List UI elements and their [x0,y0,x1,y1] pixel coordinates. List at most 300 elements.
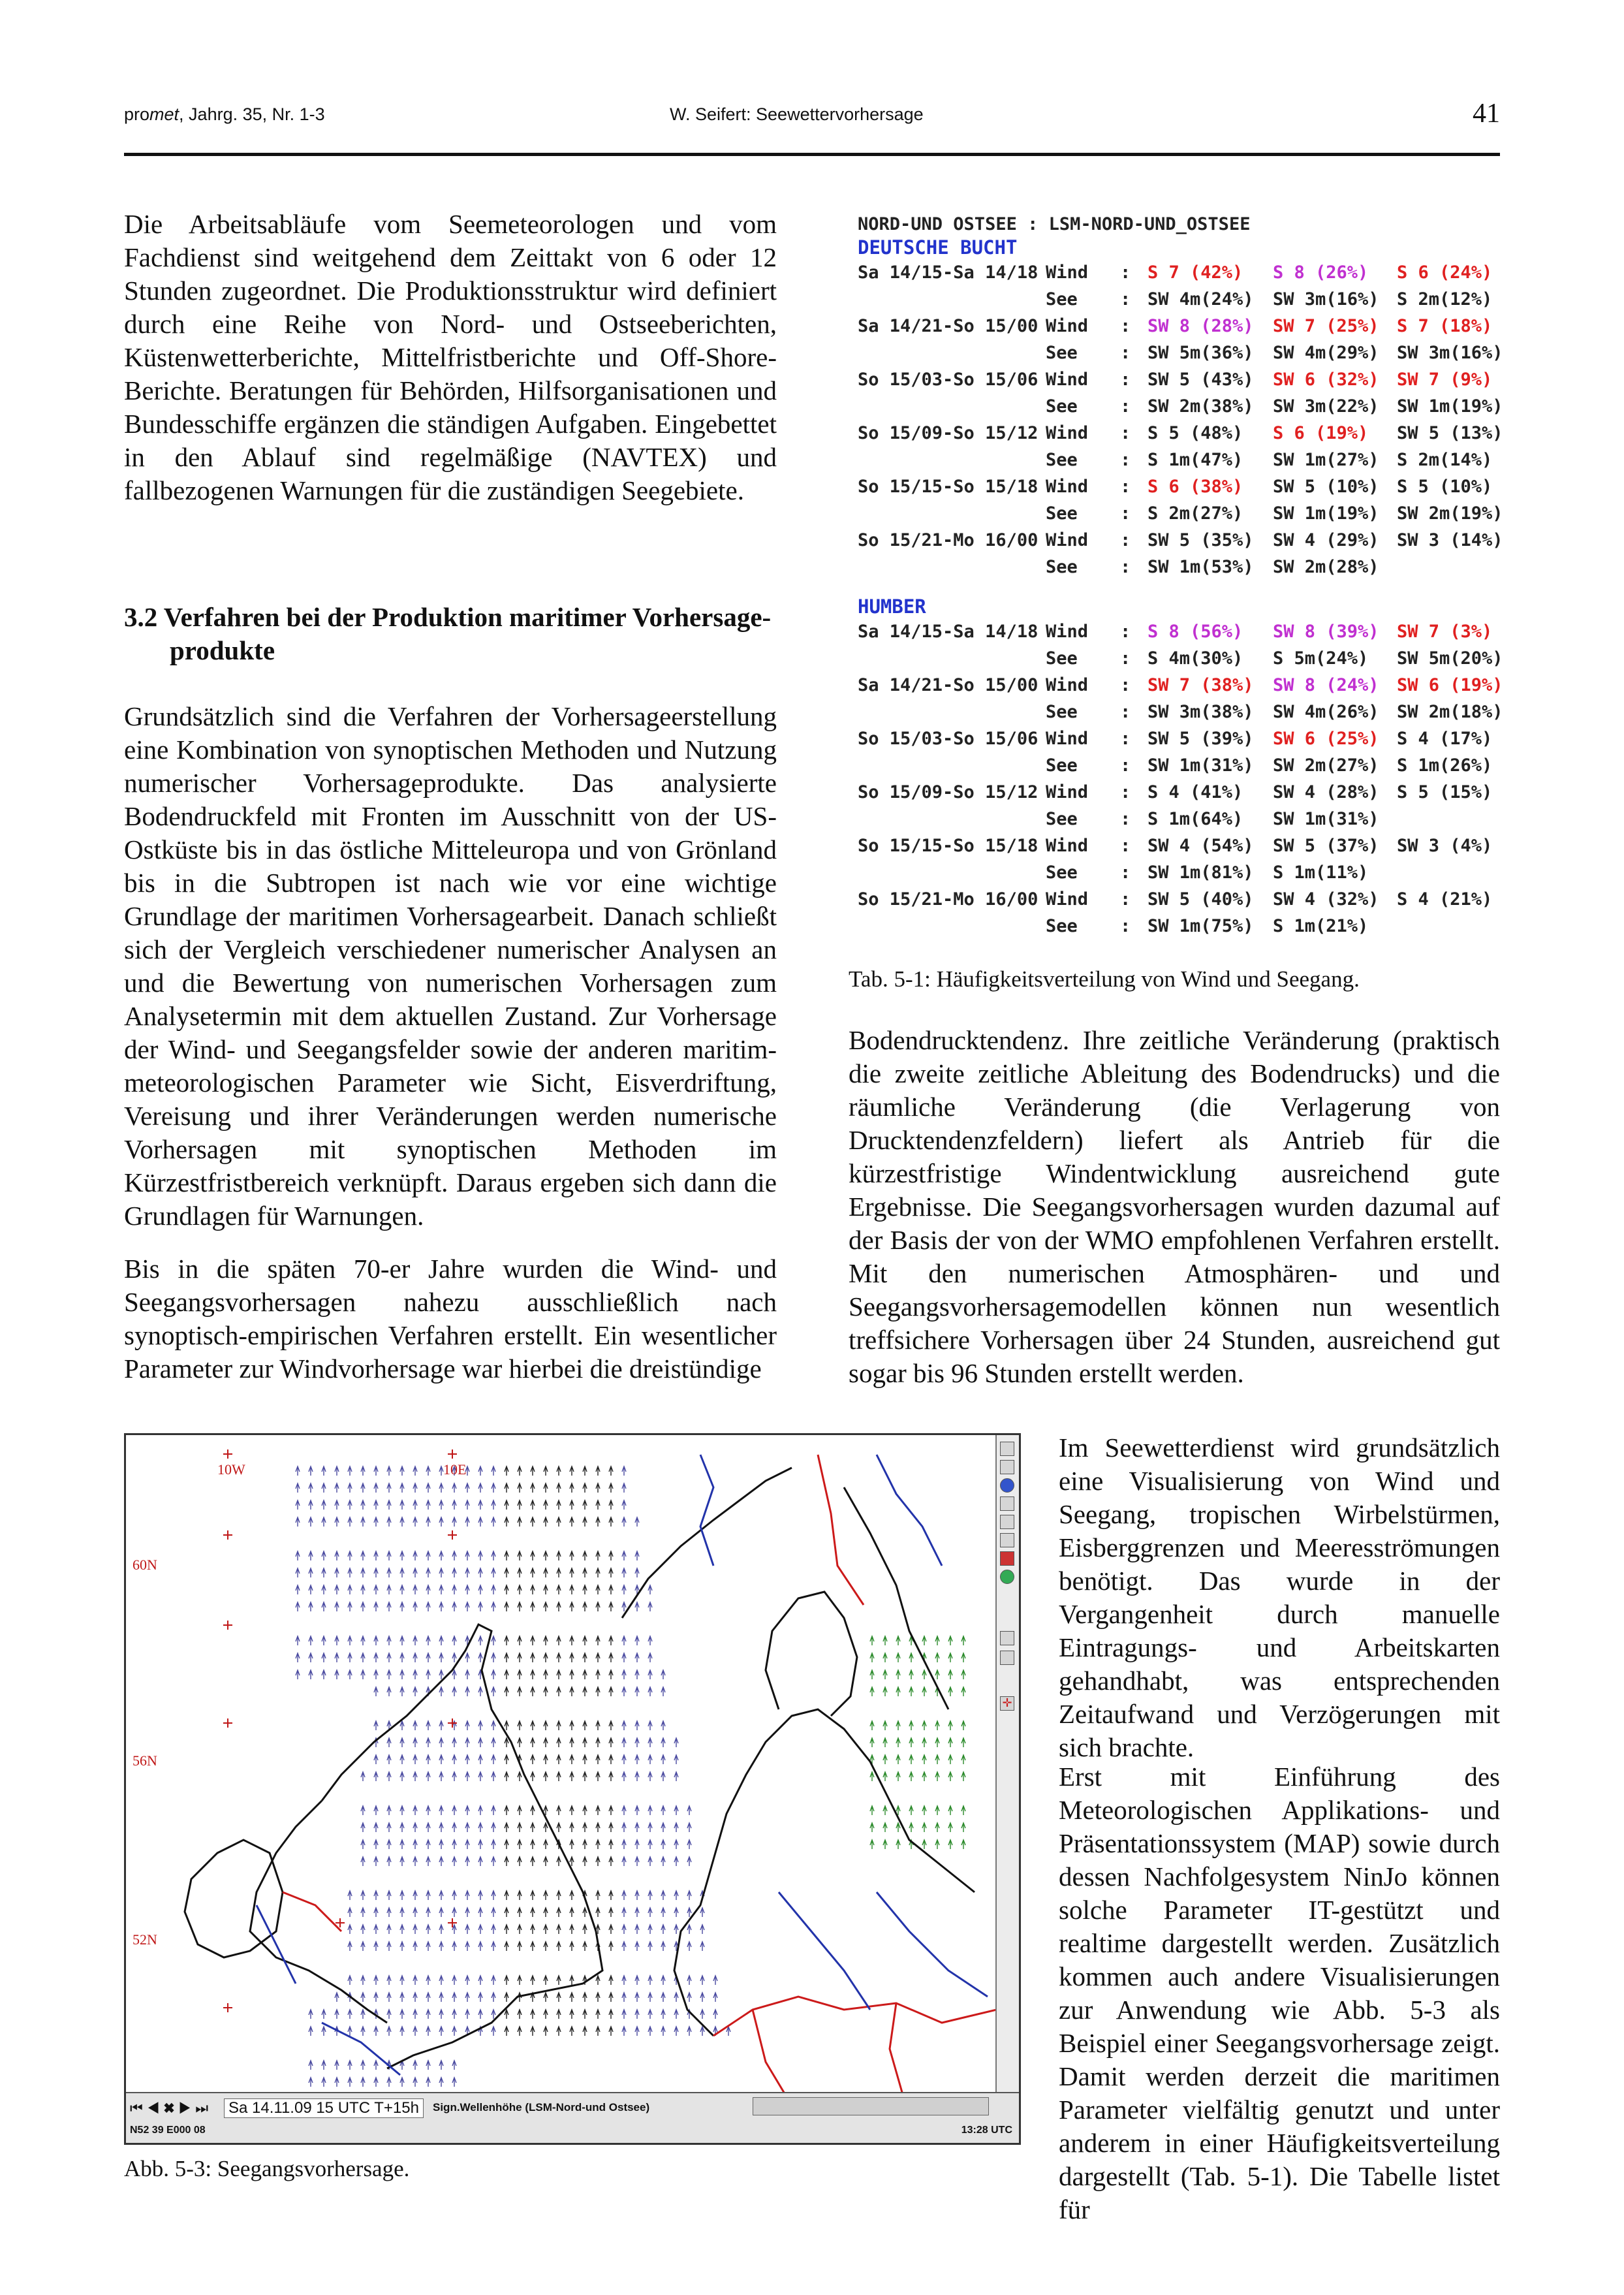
wave-arrow [909,1755,913,1764]
wave-arrow [348,2010,352,2019]
wave-arrow [518,1738,522,1747]
table-cell-v3: SW 6 (19%) [1397,675,1503,695]
wave-arrow [609,1942,613,1951]
wave-arrow [518,2010,522,2019]
wave-arrow [478,1636,482,1645]
wave-arrow [426,1602,430,1611]
table-cell-time: Sa 14/21-So 15/00 [858,675,1038,695]
wave-arrow [557,1670,561,1679]
lat-label-56n: 56N [133,1752,157,1769]
wave-arrow [374,1551,378,1560]
wave-arrow [648,1840,652,1849]
wave-arrow [492,1602,495,1611]
table-cell-v2: SW 5 (10%) [1273,477,1379,497]
wave-arrow [518,1500,522,1510]
wave-arrow [596,1891,600,1900]
wave-arrow [961,1738,965,1747]
wave-arrow [922,1636,926,1645]
table-cell-v2: SW 1m(27%) [1273,450,1379,470]
wave-arrow [505,1840,508,1849]
table-cell-v3: S 6 (24%) [1397,262,1493,283]
wave-arrow [609,1636,613,1645]
wave-arrow [387,1517,391,1527]
wave-arrow [674,1755,678,1764]
wave-arrow [413,1670,417,1679]
wave-arrow [531,1942,535,1951]
wave-arrow [687,1857,691,1866]
table-cell-v3: SW 1m(19%) [1397,396,1503,417]
wave-arrow [648,1721,652,1730]
measure-icon[interactable] [1000,1631,1014,1645]
wave-arrow [452,1942,456,1951]
wave-arrow [609,1517,613,1527]
wave-arrow [413,1925,417,1934]
wave-arrow [661,2027,665,2036]
wave-arrow [935,1755,939,1764]
wave-arrow [648,1585,652,1594]
table-cell-time: So 15/09-So 15/12 [858,423,1038,443]
wave-arrow [635,1942,639,1951]
wave-arrow [478,1653,482,1662]
wave-arrow [322,1636,326,1645]
wave-arrow [596,1500,600,1510]
wave-arrow [426,1823,430,1832]
wave-arrow [348,1466,352,1476]
wave-arrow [335,1670,339,1679]
wave-arrow [648,1687,652,1696]
wave-arrow [387,2027,391,2036]
wave-arrow [478,1551,482,1560]
wave-arrow [426,1772,430,1781]
wave-arrow [374,1925,378,1934]
wave-arrow [492,1636,495,1645]
table-row [849,836,1500,863]
table-cell-v3: S 5 (15%) [1397,782,1493,802]
status-icon[interactable] [1000,1570,1014,1584]
wave-arrow [635,1772,639,1781]
wave-arrow [531,1891,535,1900]
wave-arrow [687,1891,691,1900]
playback-controls[interactable]: ⏮ ◀ ✖ ▶ ⏭ [130,2100,209,2116]
star-icon[interactable] [1000,1515,1014,1529]
left-paragraph-3: Bis in die späten 70-er Jahre wurden die Wind- und Seegangsvorhersagen nahezu ausschließlich nach synoptisch-empirischen Verfahren erstellt. Ein wesentlicher Parameter zur Windvorhersage war hierbei die dreistündige [124,1254,777,1384]
wave-arrow [557,1738,561,1747]
wave-arrow [544,1721,548,1730]
zoom-out-icon[interactable] [1000,1460,1014,1474]
wave-arrow [935,1840,939,1849]
wave-arrow [400,1636,404,1645]
wave-arrow [322,2010,326,2019]
wave-arrow [400,1483,404,1493]
edit-icon[interactable] [1000,1533,1014,1547]
wave-arrow [570,2010,574,2019]
wave-arrow [426,1585,430,1594]
table-cell-time: So 15/21-Mo 16/00 [858,889,1038,910]
wave-arrow [622,1653,626,1662]
wave-arrow [531,1517,535,1527]
wave-arrow [478,1585,482,1594]
grid-icon[interactable] [1000,1651,1014,1665]
cursor-coords: N52 39 E000 08 [130,2125,206,2136]
wave-arrow [492,1993,495,2002]
wave-arrow [596,1568,600,1577]
wave-arrow [609,1466,613,1476]
wave-arrow [557,1636,561,1645]
wave-arrow [544,1517,548,1527]
table-cell-param: Wind [1046,530,1089,550]
wave-arrow [492,1857,495,1866]
wave-arrow [374,1721,378,1730]
wave-arrow [661,1857,665,1866]
wave-arrow [387,2010,391,2019]
wave-arrow [544,1636,548,1645]
wave-arrow [635,1823,639,1832]
wave-arrow [452,1551,456,1560]
running-title: W. Seifert: Seewettervorhersage [670,104,924,124]
table-row [849,503,1503,530]
wave-arrow [609,1976,613,1985]
crosshair-icon[interactable]: ✛ [1000,1696,1014,1711]
wave-arrow [674,2027,678,2036]
wave-arrow [413,2078,417,2087]
layer-icon[interactable] [1000,1496,1014,1511]
wave-arrow [622,1636,626,1645]
zoom-in-icon[interactable] [1000,1442,1014,1456]
marker-icon[interactable] [1000,1551,1014,1566]
wave-arrow [387,1738,391,1747]
wave-arrow [648,1636,652,1645]
coast-jutland [766,1592,857,1716]
table-row [849,530,1503,557]
wave-arrow [700,1942,704,1951]
wave-arrow [531,1755,535,1764]
lat-label-60n: 60N [133,1557,157,1573]
table-cell-v1: SW 8 (28%) [1148,316,1254,336]
wave-arrow [909,1687,913,1696]
wave-arrow [531,1636,535,1645]
wave-arrow [492,1721,495,1730]
wave-arrow [700,1976,704,1985]
wave-arrow [687,1976,691,1985]
wave-arrow [309,1568,313,1577]
wave-arrow [361,1466,365,1476]
table-cell-v2: SW 3m(16%) [1273,289,1379,309]
table-row [849,648,1503,675]
table-cell-v1: S 1m(47%) [1148,450,1243,470]
table-cell-v3: SW 5m(20%) [1397,648,1503,669]
table-cell-v1: S 5 (48%) [1148,423,1243,443]
wave-arrow [426,2010,430,2019]
wave-arrow [426,2078,430,2087]
wave-arrow [870,1738,874,1747]
wave-arrow [583,1483,587,1493]
grid-crosses [223,1449,457,2012]
wave-arrow [687,1993,691,2002]
wave-arrow [413,1500,417,1510]
wave-arrow [478,1721,482,1730]
wave-arrow [492,1568,495,1577]
table-cell-v2: SW 3m(22%) [1273,396,1379,417]
wave-arrow [439,1755,443,1764]
wave-arrow [596,1738,600,1747]
wave-arrow [296,1636,300,1645]
wave-arrow [570,1721,574,1730]
wave-arrow [557,1568,561,1577]
wave-arrow [465,1585,469,1594]
wave-arrow [492,1653,495,1662]
wave-arrow [309,1517,313,1527]
wave-arrow [387,1500,391,1510]
wave-arrow [596,1636,600,1645]
wave-arrow [518,1687,522,1696]
grid-cross [448,1918,457,1927]
map-status-bar [126,2092,1019,2143]
wave-arrow [518,1908,522,1917]
wave-arrow [413,1908,417,1917]
wave-arrow [478,1466,482,1476]
table-cell-v1: S 6 (38%) [1148,477,1243,497]
wave-arrow [635,1653,639,1662]
wave-arrow [896,1721,900,1730]
wave-arrow [426,1483,430,1493]
datetime-field[interactable]: Sa 14.11.09 15 UTC T+15h [224,2098,424,2118]
wave-arrow [478,1738,482,1747]
wave-arrow [648,1942,652,1951]
map-side-toolbar [995,1435,1019,2096]
wave-arrow [557,1925,561,1934]
wave-arrow [883,1670,887,1679]
wave-arrow [439,1738,443,1747]
wave-arrow [478,1891,482,1900]
table-cell-param: See [1046,863,1078,883]
right-paragraph-1: Bodendrucktendenz. Ihre zeitliche Veränderung (praktisch die zweite zeitliche Ableitung des Bodendrucks) und die räumliche Veränderung (die Verlagerung von Drucktendenzfeldern) liefert als Antrieb für die kürzestfristige Windentwicklung ausreichend gute Ergebnisse. Die Seegangsvorhersagen wurden dazumal auf der Basis der von der WMO empfohlenen Verfahren erstellt. Mit den numerischen Atmosphären- und und Seegangsvorhersagemodellen können nun wesentlich treffsichere Vorhersagen über 24 Stunden, ausreichend gut sogar bis 96 Stunden erstellt werden. [849,1025,1500,1388]
table-cell-v2: S 1m(21%) [1273,916,1369,936]
wave-arrow [452,1585,456,1594]
wave-arrow [309,1653,313,1662]
wave-arrow [544,2010,548,2019]
wave-arrow [361,2061,365,2070]
wave-arrow [531,1976,535,1985]
table-cell-param: Wind [1046,729,1089,749]
table-cell-v3: S 7 (18%) [1397,316,1493,336]
wave-arrow [622,1738,626,1747]
wave-arrow [478,1517,482,1527]
wave-arrow [583,1925,587,1934]
wave-arrow [583,1942,587,1951]
wave-arrow [622,1857,626,1866]
wave-arrow [557,2027,561,2036]
wave-arrow [700,1925,704,1934]
table-cell-v1: SW 1m(81%) [1148,863,1254,883]
wave-arrow [518,1976,522,1985]
wave-arrow [609,1500,613,1510]
wave-arrow [505,1500,508,1510]
wave-arrow [674,1840,678,1849]
wave-arrow [609,1908,613,1917]
wave-arrow [400,1976,404,1985]
left-paragraph-2: Grundsätzlich sind die Verfahren der Vorhersageerstellung eine Kombination von synoptischen Methoden und Nutzung numerischer Vorhersageprodukte. Das analysierte Bodendruckfeld mit Fronten im Ausschnitt von der US-Ostküste bis in das östliche Mitteleuropa und von Grönland bis in die Subtropen ist nach wie vor eine wichtige Grundlage der maritimen Vorhersagearbeit. Danach schließt sich der Vergleich verschiedener numerischer Analysen an und die Bewertung von numerischen Vorhersagen zum Analysetermin mit dem aktuellen Zustand. Zur Vorhersage der Wind- und Seegangsfelder sowie der anderen maritim-meteorologischen Parameter wie Sicht, Eisverdriftung, Vereisung und ihrer Veränderungen werden numerische Vorhersagen mit synoptischen Methoden im Kürzestfristbereich verknüpft. Daraus ergeben sich dann die Grundlagen für Warnungen. [124,701,777,1231]
table-cell-param: See [1046,702,1078,722]
wave-arrow [609,1721,613,1730]
wave-arrow [570,1500,574,1510]
wave-arrow [583,2027,587,2036]
wave-arrow [870,1670,874,1679]
wave-arrow [583,1823,587,1832]
wave-arrow [557,2010,561,2019]
section-heading: 3.2 Verfahren bei der Produktion maritimer Vorhersage- produkte [124,602,772,665]
wave-arrow [374,2061,378,2070]
wave-arrow [400,1908,404,1917]
wave-arrow [387,1806,391,1815]
wave-arrow [361,1636,365,1645]
wave-arrow [948,1755,952,1764]
table-cell-colon: : [1120,755,1131,776]
wave-arrow [922,1840,926,1849]
wave-arrow [609,1602,613,1611]
wave-arrow [309,1670,313,1679]
wave-arrow [387,1602,391,1611]
wave-arrow [596,1466,600,1476]
wave-arrow [596,1993,600,2002]
table-cell-colon: : [1120,675,1131,695]
wave-arrow [896,1653,900,1662]
wave-arrow [583,1670,587,1679]
table-cell-colon: : [1120,396,1131,417]
wave-arrow [361,1942,365,1951]
wave-arrow [609,1670,613,1679]
wave-arrow [870,1653,874,1662]
wave-arrow [531,1772,535,1781]
wave-arrow [348,2078,352,2087]
wave-arrow [896,1840,900,1849]
wave-arrow [492,1908,495,1917]
wave-arrow [896,1772,900,1781]
table-cell-v1: SW 1m(75%) [1148,916,1254,936]
lon-label-10w: 10W [217,1461,245,1478]
wave-arrow [413,1517,417,1527]
table-cell-param: See [1046,343,1078,363]
wave-arrow [622,1772,626,1781]
wave-arrow [531,1585,535,1594]
wave-arrow [413,1483,417,1493]
table-cell-param: See [1046,396,1078,417]
wave-arrow [961,1687,965,1696]
wave-arrow [922,1738,926,1747]
wave-arrow [505,1551,508,1560]
wave-arrow [335,1636,339,1645]
table-cell-v2: S 1m(11%) [1273,863,1369,883]
wave-arrow [609,1857,613,1866]
wave-arrow [413,1806,417,1815]
table-cell-param: See [1046,648,1078,669]
wave-arrow [596,1755,600,1764]
wave-arrow [648,1891,652,1900]
wave-arrow [400,1517,404,1527]
wave-arrow [635,1721,639,1730]
globe-icon[interactable] [1000,1478,1014,1493]
wave-arrow [309,1466,313,1476]
table-cell-colon: : [1120,530,1131,550]
wave-arrow [622,1806,626,1815]
wave-arrow [322,2061,326,2070]
wave-arrow [478,1942,482,1951]
layer-field[interactable]: Sign.Wellenhöhe (LSM-Nord-und Ostsee) [433,2101,650,2113]
table-cell-time: So 15/03-So 15/06 [858,370,1038,390]
wave-arrow [387,1687,391,1696]
wave-arrow [387,1823,391,1832]
wave-arrow [335,1483,339,1493]
grid-cross [448,1718,457,1728]
wave-arrow [335,1517,339,1527]
wave-arrow [609,1993,613,2002]
table-cell-time: Sa 14/15-Sa 14/18 [858,262,1038,283]
wave-arrow [648,1755,652,1764]
wave-arrow [557,1721,561,1730]
wave-arrow [505,1823,508,1832]
wave-arrow [492,1551,495,1560]
grid-cross [223,1449,232,1459]
wave-arrow [465,1517,469,1527]
wave-arrow [492,1517,495,1527]
grid-cross [223,1718,232,1728]
wave-arrow [374,1636,378,1645]
table-cell-v2: SW 4 (32%) [1273,889,1379,910]
wave-arrow [492,1500,495,1510]
wave-arrow [544,1738,548,1747]
wave-arrow [870,1721,874,1730]
table-cell-time: So 15/15-So 15/18 [858,477,1038,497]
wave-arrow [439,1551,443,1560]
wave-arrow [570,1653,574,1662]
wave-arrow [348,1568,352,1577]
wave-arrow [635,1602,639,1611]
wave-arrow [335,1568,339,1577]
wave-arrow [478,1568,482,1577]
table-cell-param: Wind [1046,889,1089,910]
wave-arrow [492,1840,495,1849]
wave-arrow [622,1466,626,1476]
wave-arrow [609,1738,613,1747]
wave-arrow [948,1636,952,1645]
wave-arrow [439,1891,443,1900]
wave-arrow [400,1823,404,1832]
wave-arrow [505,1942,508,1951]
wave-arrow [596,1857,600,1866]
wave-arrow [400,1806,404,1815]
wave-arrow [609,1891,613,1900]
map-canvas [126,1435,997,2095]
table-cell-v3: SW 3 (4%) [1397,836,1493,856]
table-cell-param: Wind [1046,477,1089,497]
wave-arrow [348,1483,352,1493]
wave-arrow [570,1857,574,1866]
wave-arrow [674,2010,678,2019]
wave-arrow [883,1823,887,1832]
wave-arrow [948,1653,952,1662]
wave-arrow [426,1653,430,1662]
wave-arrow [400,1993,404,2002]
wave-arrow [935,1721,939,1730]
layer-tools[interactable] [753,2097,989,2115]
wave-arrow [439,1568,443,1577]
wave-arrow [335,1500,339,1510]
wave-arrow [465,1993,469,2002]
wave-arrow [570,1466,574,1476]
wave-arrow [492,1466,495,1476]
table-cell-time: So 15/03-So 15/06 [858,729,1038,749]
wave-arrow [387,1772,391,1781]
wave-arrow [622,1687,626,1696]
